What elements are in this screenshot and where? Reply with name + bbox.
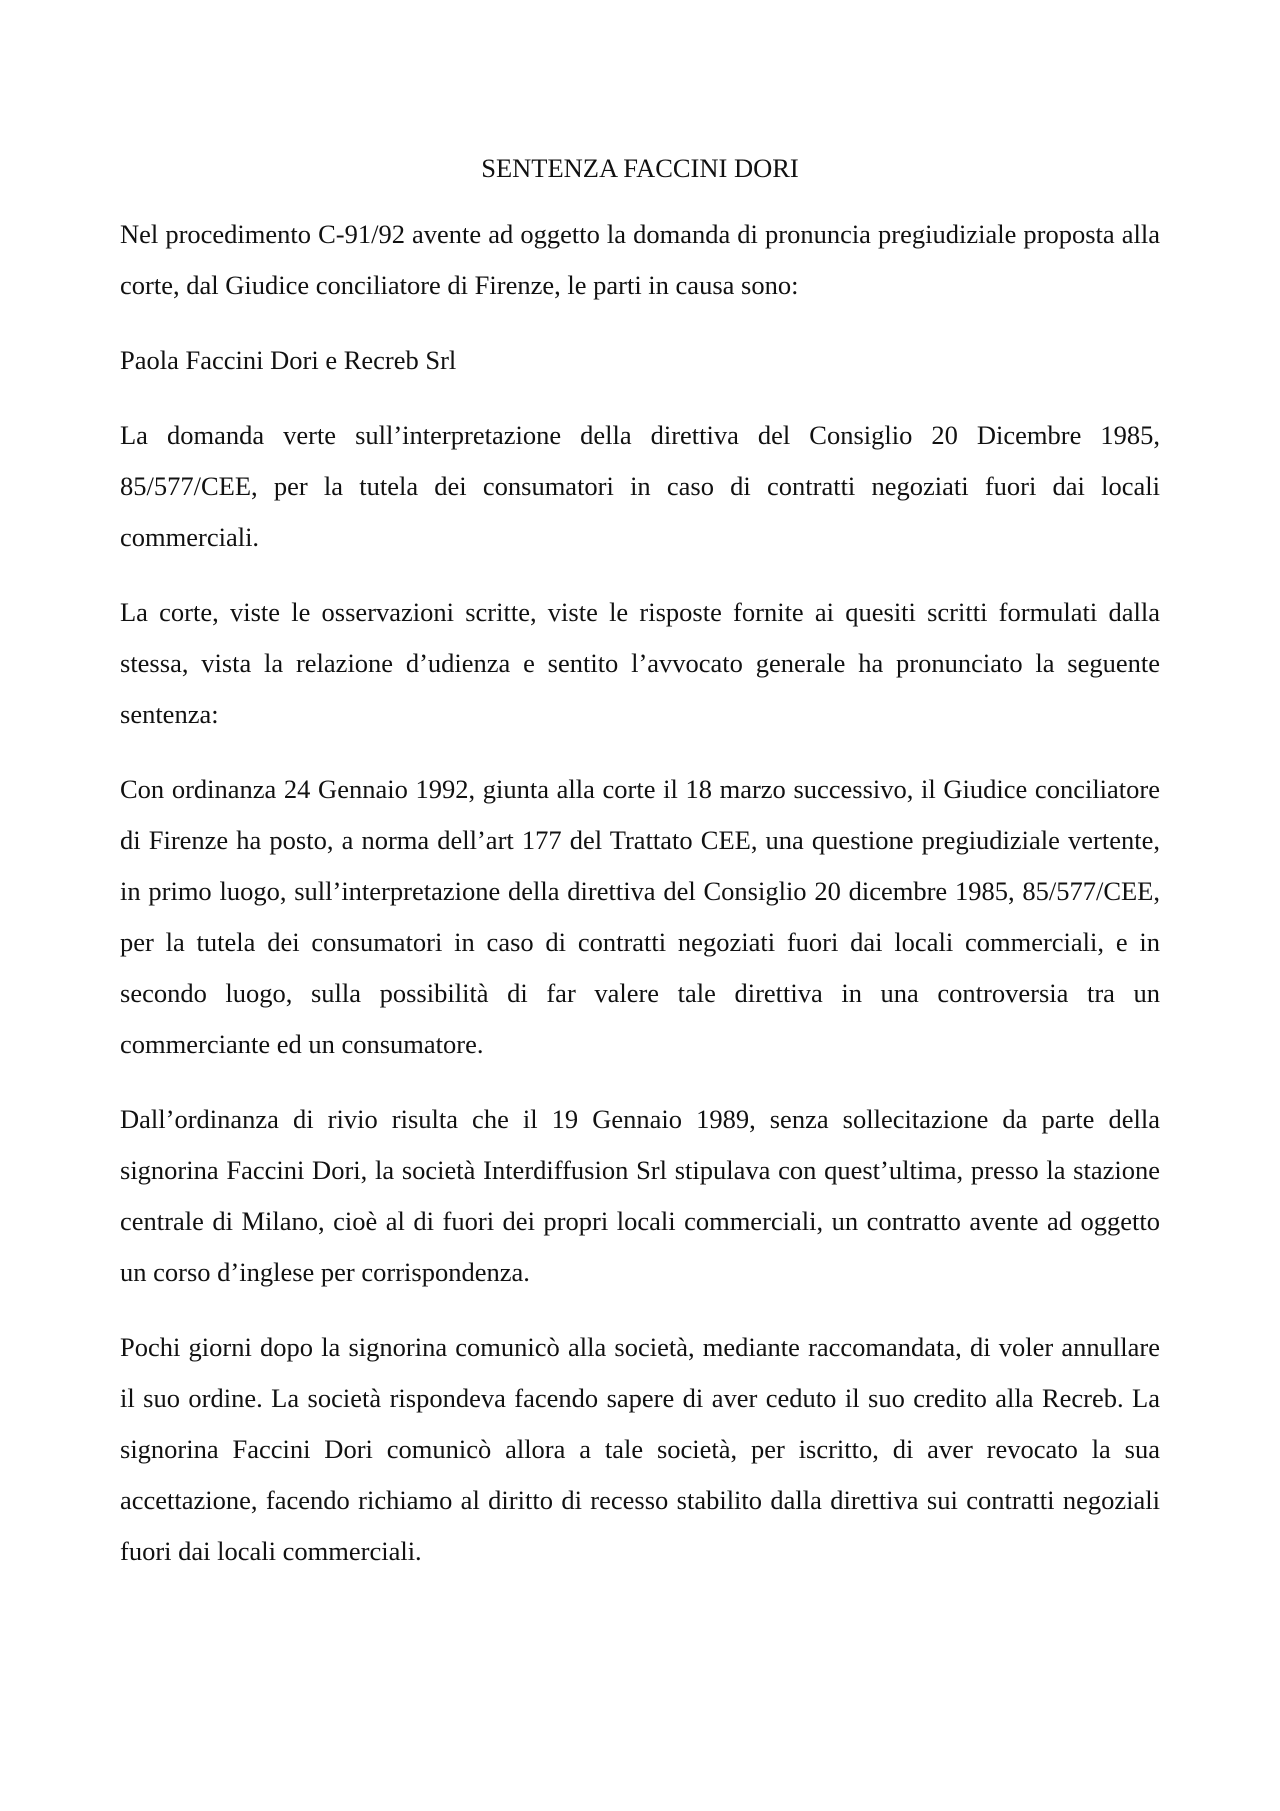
paragraph-court: La corte, viste le osservazioni scritte, viste le risposte fornite ai quesiti scritti formulati dalla stessa, vista la relazione d’udienza e sentito l’avvocato generale ha pronunciato la seguente sentenza: <box>120 597 1160 729</box>
paragraph-facts: Dall’ordinanza di rivio risulta che il 19 Gennaio 1989, senza sollecitazione da parte della signorina Faccini Dori, la società Interdiffusion Srl stipulava con quest’ultima, presso la stazione centrale di Milano, cioè al di fuori dei propri locali commerciali, un contratto avente ad oggetto un corso d’inglese per corrispondenza. <box>120 1104 1160 1287</box>
paragraph-proceeding: Nel procedimento C-91/92 avente ad oggetto la domanda di pronuncia pregiudiziale proposta alla corte, dal Giudice conciliatore di Firenze, le parti in causa sono: <box>120 219 1160 300</box>
document-title: SENTENZA FACCINI DORI <box>481 153 799 183</box>
paragraph-ordinance: Con ordinanza 24 Gennaio 1992, giunta alla corte il 18 marzo successivo, il Giudice conciliatore di Firenze ha posto, a norma dell’art 177 del Trattato CEE, una questione pregiudiziale vertente, in primo luogo, sull’interpretazione della direttiva del Consiglio 20 dicembre 1985, 85/577/CEE, per la tutela dei consumatori in caso di contratti negoziati fuori dai locali commerciali, e in secondo luogo, sulla possibilità di far valere tale direttiva in una controversia tra un commerciante ed un consumatore. <box>120 774 1160 1059</box>
paragraph-withdrawal: Pochi giorni dopo la signorina comunicò alla società, mediante raccomandata, di voler annullare il suo ordine. La società rispondeva facendo sapere di aver ceduto il suo credito alla Recreb. La signorina Faccini Dori comunicò allora a tale società, per iscritto, di aver revocato la sua accettazione, facendo richiamo al diritto di recesso stabilito dalla direttiva sui contratti negoziali fuori dai locali commerciali. <box>120 1332 1160 1566</box>
document-body <box>120 150 1160 1601</box>
paragraph-parties: Paola Faccini Dori e Recreb Srl <box>120 345 457 375</box>
paragraph-question: La domanda verte sull’interpretazione della direttiva del Consiglio 20 Dicembre 1985, 85/577/CEE, per la tutela dei consumatori in caso di contratti negoziati fuori dai locali commerciali. <box>120 420 1160 552</box>
